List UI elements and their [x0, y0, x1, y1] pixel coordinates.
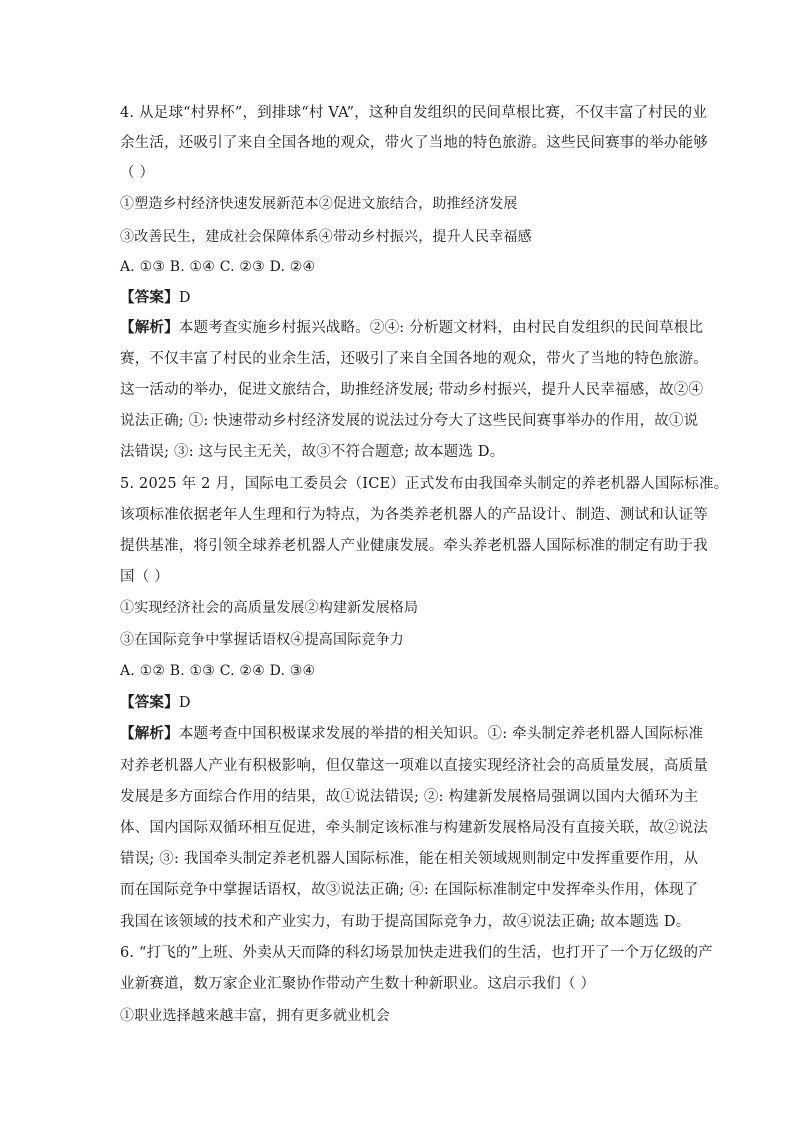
q5-answer — [120, 693, 191, 713]
q5-analysis-tag: 【解析】 — [120, 725, 179, 742]
q5-analysis-text-1: 本题考查中国积极谋求发展的举措的相关知识。①: 牵头制定养老机器人国际标准 — [178, 726, 704, 742]
q5-analysis-line-6: 而在国际竞争中掌握话语权，故③说法正确; ④: 在国际标准制定中发挥牵头作用，体现了 — [120, 882, 699, 898]
q4-answer-tag: 【答案】 — [120, 289, 179, 306]
q5-option-line-1: ①实现经济社会的高质量发展②构建新发展格局 — [120, 600, 419, 616]
q5-analysis-line-4: 体、国内国际双循环相互促进，牵头制定该标准与构建新发展格局没有直接关联，故②说法 — [120, 820, 708, 836]
q5-analysis-line-5: 错误; ③: 我国牵头制定养老机器人国际标准，能在相关领域规则制定中发挥重要作用，从 — [120, 851, 699, 867]
q4-analysis-tag: 【解析】 — [120, 319, 179, 336]
q5-stem-line-1: 5. 2025 年 2 月，国际电工委员会（ICE）正式发布由我国牵头制定的养老机器人国际标准。 — [120, 476, 729, 492]
q6-option-line-1: ①职业选择越来越丰富，拥有更多就业机会 — [120, 1008, 390, 1024]
q4-analysis-line-5: 法错误; ③: 这与民主无关，故③不符合题意; 故本题选 D。 — [120, 444, 505, 460]
q4-stem-line-1: 4. 从足球“村界杯”，到排球“村 VA”，这种自发组织的民间草根比赛，不仅丰富了村民的业 — [120, 105, 708, 121]
q5-answer-value: D — [178, 695, 191, 711]
q5-choices: A. ①② B. ①③ C. ②④ D. ③④ — [120, 663, 316, 679]
q5-stem-line-4: 国（ ） — [120, 569, 169, 585]
q4-stem-line-3: （ ） — [120, 165, 155, 181]
q5-analysis-line-3: 发展是多方面综合作用的结果，故①说法错误; ②: 构建新发展格局强调以国内大循环为主 — [120, 789, 699, 805]
q4-analysis-line-4: 说法正确; ①: 快速带动乡村经济发展的说法过分夸大了这些民间赛事举办的作用，故①说 — [120, 413, 699, 429]
q5-option-line-2: ③在国际竞争中掌握话语权④提高国际竞争力 — [120, 632, 404, 648]
q5-analysis-line-1 — [120, 724, 704, 744]
q4-analysis-line-1 — [120, 318, 704, 338]
q4-analysis-line-2: 赛，不仅丰富了村民的业余生活，还吸引了来自全国各地的观众，带火了当地的特色旅游。 — [120, 351, 708, 367]
q4-option-line-1: ①塑造乡村经济快速发展新范本②促进文旅结合，助推经济发展 — [120, 196, 518, 212]
q4-stem-line-2: 余生活，还吸引了来自全国各地的观众，带火了当地的特色旅游。这些民间赛事的举办能够 — [120, 135, 708, 151]
q4-answer-value: D — [178, 290, 191, 306]
q4-analysis-text-1: 本题考查实施乡村振兴战略。②④: 分析题文材料，由村民自发组织的民间草根比 — [178, 320, 704, 336]
q6-stem-line-1: 6. “打飞的”上班、外卖从天而降的科幻场景加快走进我们的生活，也打开了一个万亿级的产 — [120, 945, 713, 961]
q6-stem-line-2: 业新赛道，数万家企业汇聚协作带动产生数十种新职业。这启示我们（ ） — [120, 976, 596, 992]
q5-stem-line-3: 提供基准，将引领全球养老机器人产业健康发展。牵头养老机器人国际标准的制定有助于我 — [120, 538, 708, 554]
q5-analysis-line-7: 我国在该领域的技术和产业实力，有助于提高国际竞争力，故④说法正确; 故本题选 D。 — [120, 914, 691, 930]
q4-answer — [120, 288, 191, 308]
q4-choices: A. ①③ B. ①④ C. ②③ D. ②④ — [120, 259, 316, 275]
q5-stem-line-2: 该项标准依据老年人生理和行为特点，为各类养老机器人的产品设计、制造、测试和认证等 — [120, 507, 708, 523]
q4-option-line-2: ③改善民生，建成社会保障体系④带动乡村振兴，提升人民幸福感 — [120, 229, 532, 245]
q5-answer-tag: 【答案】 — [120, 694, 179, 711]
q5-analysis-line-2: 对养老机器人产业有积极影响，但仅靠这一项难以直接实现经济社会的高质量发展，高质量 — [120, 758, 708, 774]
q4-analysis-line-3: 这一活动的举办，促进文旅结合，助推经济发展; 带动乡村振兴，提升人民幸福感，故②④ — [120, 382, 704, 398]
